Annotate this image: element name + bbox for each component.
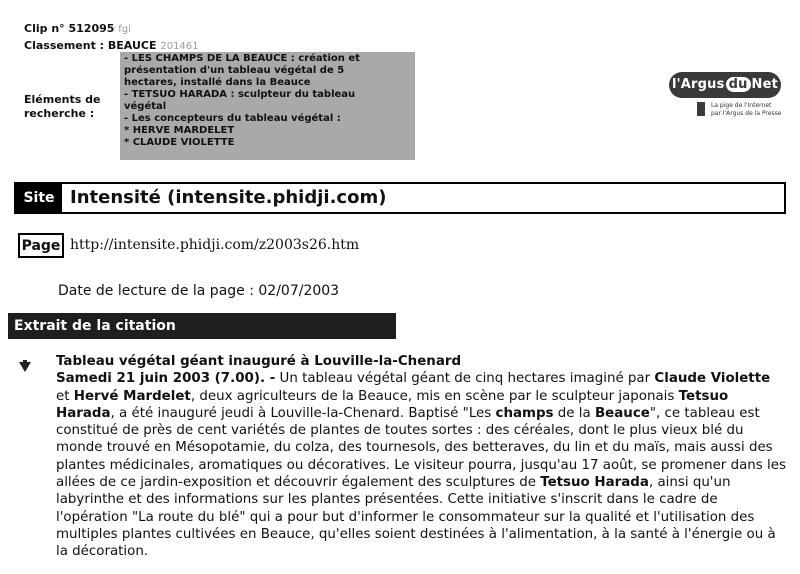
classement	[24, 39, 199, 52]
article-text: , ainsi qu'un labyrinthe et des informations sur les plantes présentées. Cette initiative s'inscrit dans le cadre de l'opération "La route du blé" qui a pour but d'informer le consommateur sur la qualité et l'utilisation des multiples plantes cultivées en Beauce, qu'elles soient destinées à l'alimentation, à la santé à l'énergie ou à la décoration.	[56, 475, 776, 560]
logo-part1: l'Argus	[671, 77, 725, 92]
keyword-line: * HERVE MARDELET	[124, 125, 235, 136]
logo-tagline-2: par l'Argus de la Presse	[711, 110, 782, 117]
page-tag: Page	[18, 233, 64, 258]
page-url[interactable]: http://intensite.phidji.com/z2003s26.htm	[70, 237, 360, 253]
elements-label	[24, 93, 114, 121]
keyword-line: présentation d'un tableau végétal de 5	[124, 65, 345, 76]
article-dateline: Samedi 21 juin 2003 (7.00). -	[56, 371, 276, 387]
argus-du-net-logo	[663, 72, 785, 122]
site-name: Intensité (intensite.phidji.com)	[70, 187, 387, 208]
article-name: Beauce	[594, 405, 650, 421]
article-text: de la	[553, 405, 595, 421]
site-bar	[14, 182, 786, 214]
article-text: ", ce tableau est constitué de près de cent variétés de plantes de toutes sortes : des céréales, dont le plus vieux blé du monde trouvé en Mésopotamie, du colza, des tournesols, des betteraves, du lin et du maïs, mais aussi des plantes médicinales, aromatiques ou décoratives. Le visiteur pourra, jusqu'au 17 août, se promener dans les allées de ce jardin-exposition et découvrir également des sculptures de	[56, 405, 786, 491]
clip-label: Clip n° 512095	[24, 22, 115, 35]
classement-code: 201461	[160, 41, 199, 52]
article-text: , deux agriculteurs de la Beauce, mis en scène par le sculpteur japonais	[190, 388, 679, 404]
site-tag: Site	[16, 184, 62, 212]
arrow-bullet-icon	[18, 360, 32, 374]
extrait-header: Extrait de la citation	[8, 313, 396, 339]
article-text: Un tableau végétal géant de cinq hectares imaginé par	[275, 371, 655, 387]
classement-label: Classement :	[24, 39, 105, 52]
article-name: Tetsuo Harada	[540, 475, 649, 491]
keyword-line: * CLAUDE VIOLETTE	[124, 137, 235, 148]
keyword-line: végétal	[124, 101, 167, 112]
keyword-line: hectares, installé dans la Beauce	[124, 77, 311, 88]
keyword-line: - LES CHAMPS DE LA BEAUCE : création et	[124, 53, 360, 64]
clip-number	[24, 22, 131, 35]
article-name: Hervé Mardelet	[73, 388, 191, 404]
article-name: champs	[495, 405, 554, 421]
logo-tagline-1: La pige de l'Internet	[711, 102, 772, 109]
elements-label-line2: recherche :	[24, 107, 95, 120]
clip-suffix: fgi	[118, 24, 131, 35]
article-name: Tetsuo Harada	[56, 388, 729, 421]
keyword-line: - Les concepteurs du tableau végétal :	[124, 113, 341, 124]
article-name: Claude Violette	[654, 371, 771, 387]
article-body	[56, 370, 786, 560]
logo-part3: Net	[751, 77, 779, 92]
article-title: Tableau végétal géant inauguré à Louville-la-Chenard	[56, 354, 462, 369]
article-text: , a été inauguré jeudi à Louville-la-Chenard. Baptisé "Les	[110, 405, 496, 421]
article	[56, 353, 786, 561]
elements-label-line1: Eléments de	[24, 93, 101, 106]
article-text: et	[56, 388, 74, 404]
keyword-line: - TETSUO HARADA : sculpteur du tableau	[124, 89, 356, 100]
classement-value: BEAUCE	[107, 39, 157, 52]
logo-part2: du	[726, 77, 751, 92]
keywords-box	[120, 52, 415, 160]
logo-pill	[669, 72, 781, 98]
date-line: Date de lecture de la page : 02/07/2003	[58, 283, 340, 299]
logo-mark-icon	[697, 102, 705, 116]
logo-tagline	[711, 102, 781, 118]
